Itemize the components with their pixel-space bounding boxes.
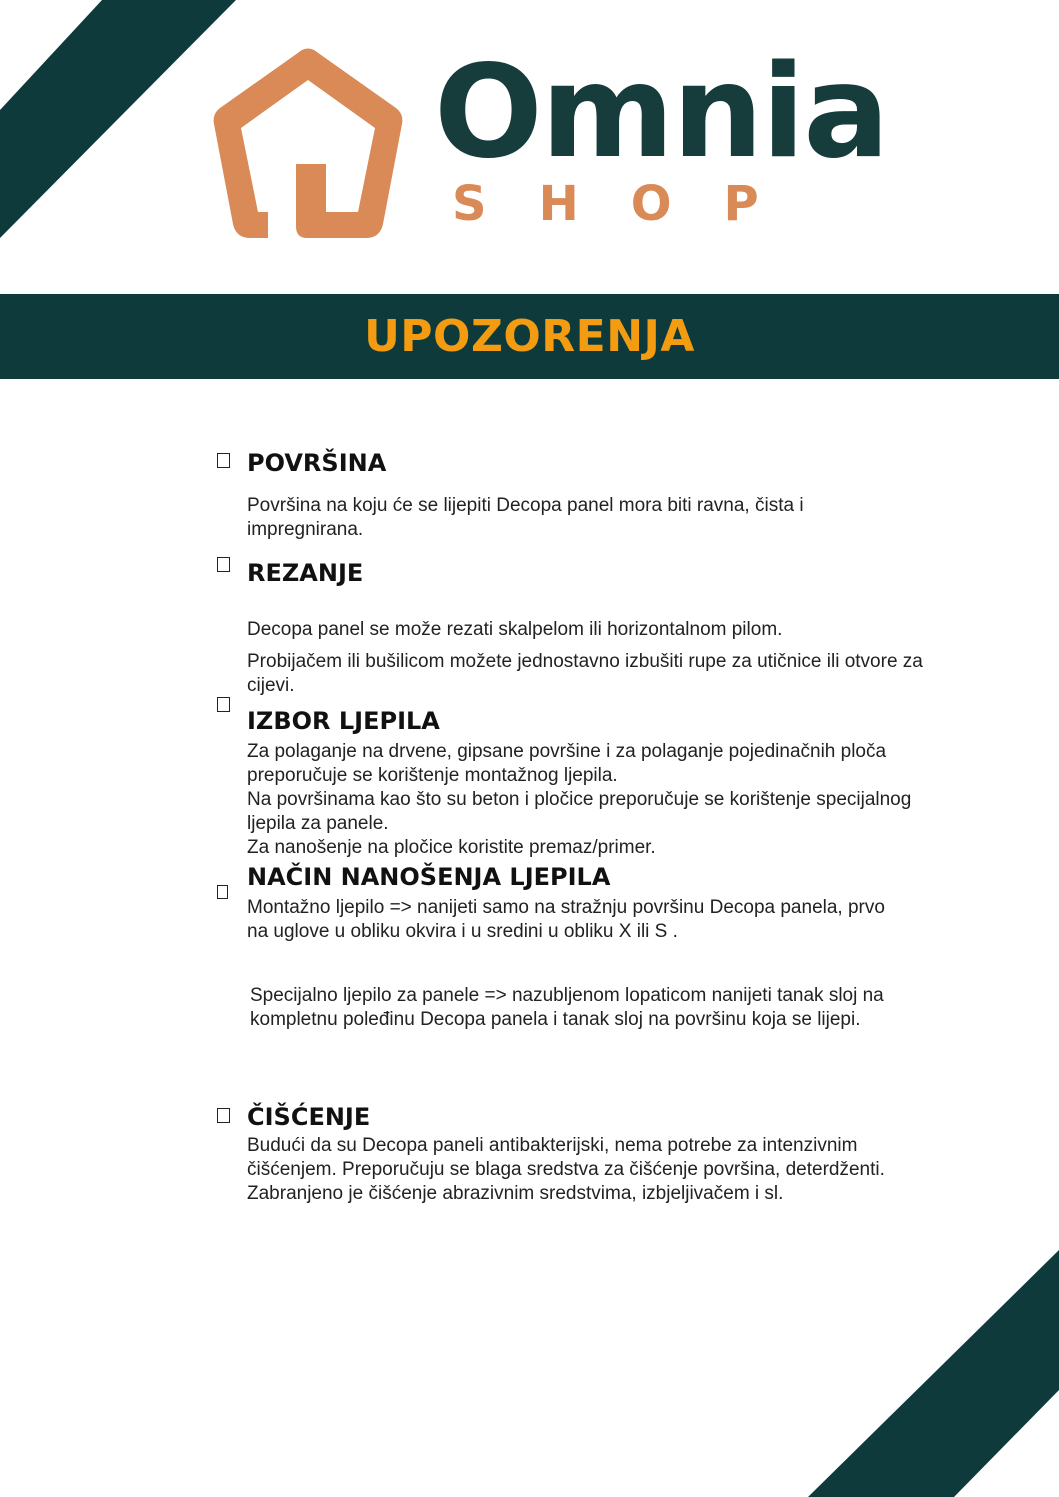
checkbox-icon: [217, 1108, 230, 1123]
bottom-right-diagonal-band: [808, 1250, 1059, 1497]
house-logo-icon: [210, 48, 405, 240]
section-heading: NAČIN NANOŠENJA LJEPILA: [247, 863, 611, 891]
section-paragraph: Površina na koju će se lijepiti Decopa panel mora biti ravna, čista i impregnirana.: [247, 495, 804, 540]
brand-name: Omnia: [434, 38, 888, 187]
brand-subtitle: SHOP: [452, 176, 811, 232]
checkbox-icon: [217, 697, 230, 712]
title-banner: [0, 294, 1059, 379]
section-heading: IZBOR LJEPILA: [247, 707, 440, 735]
section-paragraph: Probijačem ili bušilicom možete jednostavno izbušiti rupe za utičnice ili otvore za cijevi.: [247, 651, 923, 696]
checkbox-icon: [217, 557, 230, 572]
section-paragraph: Budući da su Decopa paneli antibakterijski, nema potrebe za intenzivnim čišćenjem. Preporučuju se blaga sredstva za čišćenje površina, deterdženti. Zabranjeno je čišćenje abrazivnim sredstvima, izbjeljivačem i sl.: [247, 1135, 885, 1204]
section-paragraph: Specijalno ljepilo za panele => nazubljenom lopaticom nanijeti tanak sloj na kompletnu poleđinu Decopa panela i tanak sloj na površinu koja se lijepi.: [250, 985, 884, 1030]
page-title: UPOZORENJA: [364, 311, 695, 362]
section-heading: ČIŠĆENJE: [247, 1103, 371, 1131]
section-paragraph: Za nanošenje na pločice koristite premaz/primer.: [247, 837, 656, 858]
section-paragraph: Na površinama kao što su beton i pločice preporučuje se korištenje specijalnog ljepila za panele.: [247, 789, 912, 834]
section-paragraph: Za polaganje na drvene, gipsane površine i za polaganje pojedinačnih ploča preporučuje se korištenje montažnog ljepila.: [247, 741, 887, 786]
section-heading: POVRŠINA: [247, 449, 387, 477]
section-paragraph: Montažno ljepilo => nanijeti samo na stražnju površinu Decopa panela, prvo na uglove u obliku okvira i u sredini u obliku X ili S .: [247, 897, 885, 942]
checkbox-icon: [217, 885, 228, 899]
checkbox-icon: [217, 453, 230, 468]
section-paragraph: Decopa panel se može rezati skalpelom ili horizontalnom pilom.: [247, 619, 783, 640]
section-heading: REZANJE: [247, 559, 364, 587]
top-left-diagonal-band: [0, 0, 236, 238]
